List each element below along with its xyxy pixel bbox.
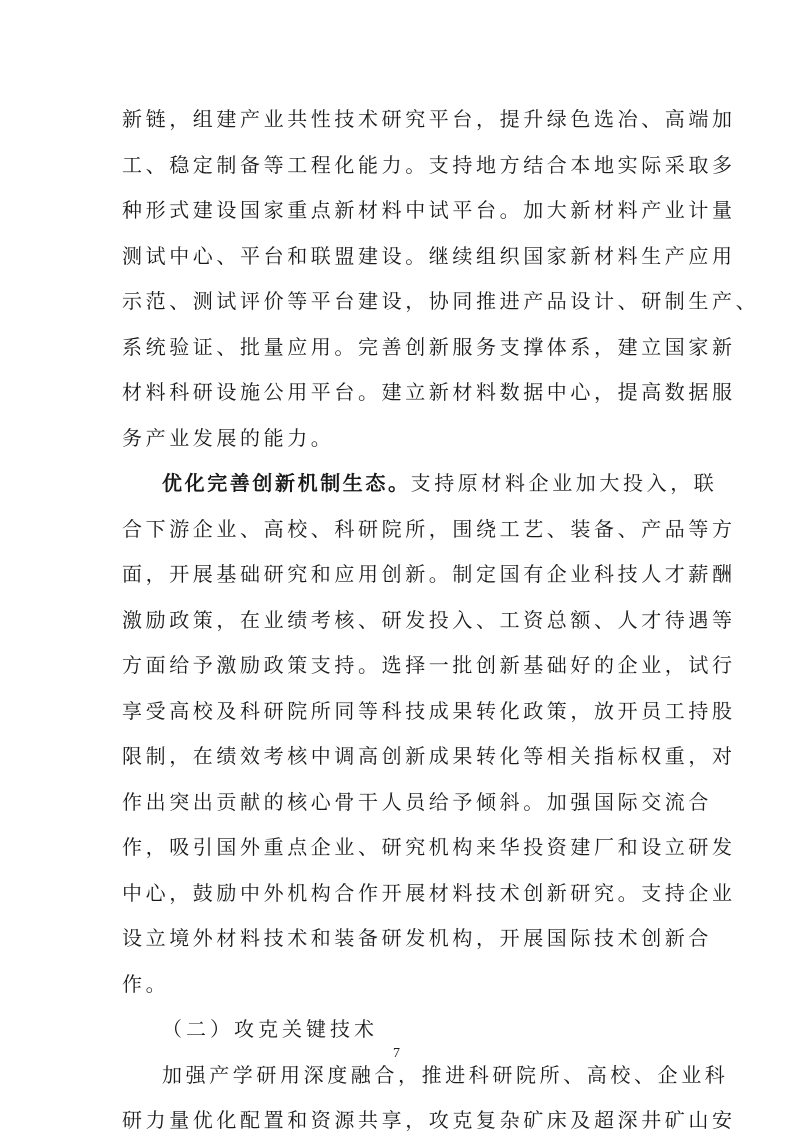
paragraph-new-material-platforms [122, 97, 760, 461]
page-body [122, 97, 760, 1144]
text-line: 新链，组建产业共性技术研究平台，提升绿色选冶、高端加 [122, 107, 736, 131]
text-line: 材料科研设施公用平台。建立新材料数据中心，提高数据服 [122, 380, 736, 404]
text-line-first [122, 461, 718, 507]
text-line: 合下游企业、高校、科研院所，围绕工艺、装备、产品等方 [122, 516, 736, 541]
text-line: 作。 [122, 971, 170, 996]
text-line: 方面给予激励政策支持。选择一批创新基础好的企业，试行 [122, 653, 736, 677]
text-line: 设立境外材料技术和装备研发机构，开展国际技术创新合 [122, 926, 712, 950]
paragraph-innovation-mechanism [122, 461, 736, 1007]
text-line: 作出突出贡献的核心骨干人员给予倾斜。加强国际交流合 [122, 789, 712, 814]
text-line: 系统验证、批量应用。完善创新服务支撑体系，建立国家新 [122, 334, 736, 359]
text-line-rest: 支持原材料企业加大投入，联 [410, 471, 718, 495]
bold-lead-phrase: 优化完善创新机制生态。 [162, 471, 411, 495]
text-line: 测试中心、平台和联盟建设。继续组织国家新材料生产应用 [122, 243, 736, 268]
section-heading: （二）攻克关键技术 [162, 1017, 378, 1041]
text-line: 限制，在绩效考核中调高创新成果转化等相关指标权重，对 [122, 744, 736, 768]
text-line: 示范、测试评价等平台建设，协同推进产品设计、研制生产、 [122, 289, 760, 313]
text-line: 中心，鼓励中外机构合作开展材料技术创新研究。支持企业 [122, 880, 736, 905]
text-line: 作，吸引国外重点企业、研究机构来华投资建厂和设立研发 [122, 835, 736, 859]
page-number: 7 [393, 1046, 400, 1061]
paragraph-key-technologies [122, 1053, 736, 1144]
text-line: 加强产学研用深度融合，推进科研院所、高校、企业科 [162, 1062, 729, 1087]
text-line: 享受高校及科研院所同等科技成果转化政策，放开员工持股 [122, 698, 736, 723]
text-line: 面，开展基础研究和应用创新。制定国有企业科技人才薪酬 [122, 562, 736, 586]
text-line: 工、稳定制备等工程化能力。支持地方结合本地实际采取多 [122, 152, 736, 177]
text-line: 务产业发展的能力。 [122, 425, 335, 450]
text-line: 种形式建设国家重点新材料中试平台。加大新材料产业计量 [122, 198, 736, 222]
text-line: 研力量优化配置和资源共享，攻克复杂矿床及超深井矿山安 [122, 1108, 736, 1132]
text-line: 激励政策，在业绩考核、研发投入、工资总额、人才待遇等 [122, 607, 736, 632]
